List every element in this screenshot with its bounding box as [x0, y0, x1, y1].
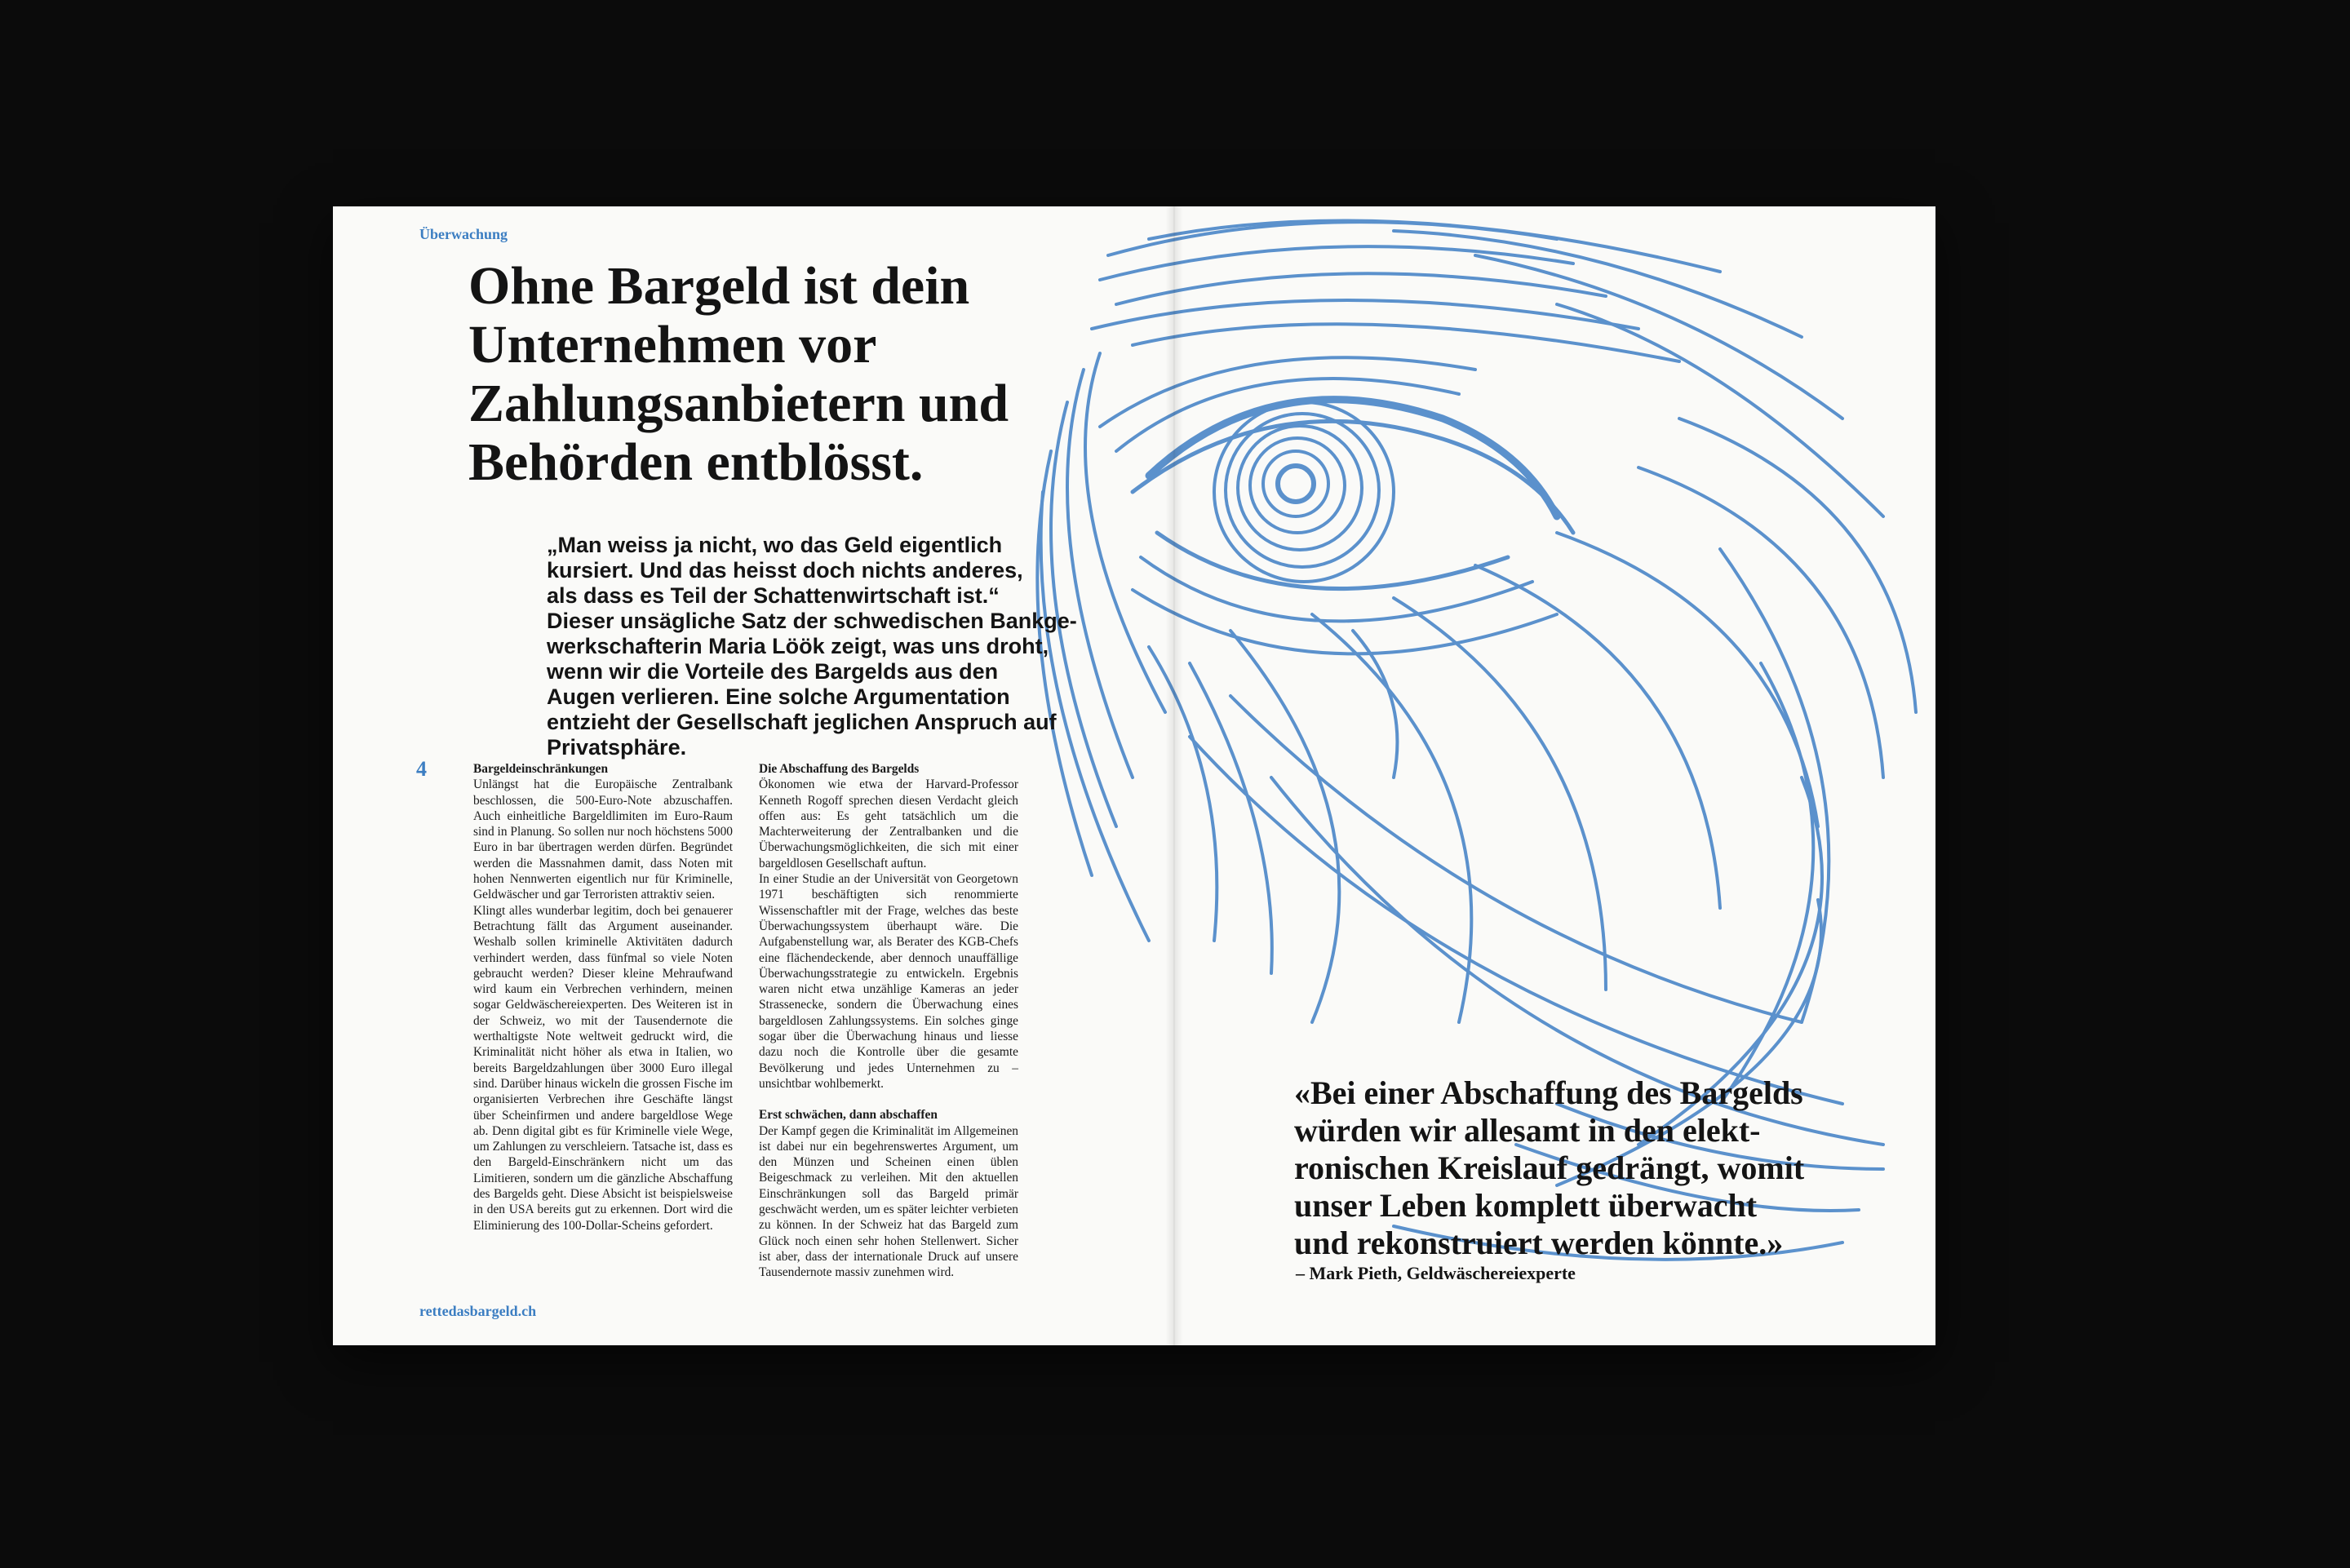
pull-quote-line: ronischen Kreislauf gedrängt, womit [1294, 1149, 1805, 1186]
intro-line: Privatsphäre. [547, 735, 687, 760]
column-heading: Erst schwächen, dann abschaffen [759, 1108, 938, 1123]
body-column-1 [473, 761, 733, 1234]
intro-line: entzieht der Gesellschaft jeglichen Anspruch auf [547, 710, 1057, 734]
intro-line: wenn wir die Vorteile des Bargelds aus den [547, 659, 999, 684]
body-column-2 [759, 761, 1018, 1281]
intro-line: kursiert. Und das heisst doch nichts anderes, [547, 558, 1023, 582]
body-paragraph: Der Kampf gegen die Kriminalität im Allgemeinen ist dabei nur ein begehrenswertes Argument, um den Münzen und Scheinen einen üblen Beigeschmack zu verleihen. Mit den aktuellen Einschränkungen soll das Bargeld primär geschwächt werden, um es später leichter verbieten zu können. In der Schweiz hat das Bargeld zum Glück noch einen sehr hohen Stellenwert. Sicher ist aber, dass der internationale Druck auf unsere Tausendernote massiv zunehmen wird. [759, 1123, 1018, 1280]
body-paragraph: In einer Studie an der Universität von Georgetown 1971 beschäftigten sich renommierte Wissenschaftler mit der Frage, welches das beste Überwachungssystem überhaupt wäre. Die Aufgabenstellung war, als Berater des KGB-Chefs eine flächendeckende, aber dennoch unauffällige Überwachungsstrategie zu entwickeln. Ergebnis waren nicht etwa unzählige Kameras an jeder Strassenecke, sondern die Überwachung eines bargeldlosen Zahlungssystems. Ein solches ginge sogar über die Überwachung hinaus und liesse dazu noch die Kontrolle über die gesamte Bevölkerung und jedes Unternehmen zu – unsichtbar wohlbemerkt. [759, 872, 1018, 1091]
footer-url: rettedasbargeld.ch [419, 1303, 537, 1319]
intro-paragraph [547, 533, 1077, 760]
spine-fold [1165, 206, 1183, 1345]
body-paragraph: Unlängst hat die Europäische Zentralbank beschlossen, die 500-Euro-Note abzuschaffen. Auch einheitliche Bargeldlimiten im Euro-Raum sind in Planung. So sollen nur noch höchstens 5000 Euro in bar übertragen werden dürfen. Begründet werden die Massnahmen damit, dass Noten mit hohen Nennwerten eigentlich nur für Kriminelle, Geldwäscher und gar Terroristen attraktiv seien. [473, 777, 733, 902]
pull-quote-line: «Bei einer Abschaffung des Bargelds [1294, 1074, 1803, 1111]
intro-line: Augen verlieren. Eine solche Argumentation [547, 684, 1010, 709]
quote-attribution: – Mark Pieth, Geldwäschereiexperte [1296, 1263, 1576, 1283]
column-heading: Die Abschaffung des Bargelds [759, 762, 920, 776]
intro-line: „Man weiss ja nicht, wo das Geld eigentlich [547, 533, 1003, 557]
body-paragraph: Ökonomen wie etwa der Harvard-Professor Kenneth Rogoff sprechen diesen Verdacht gleich offen aus: Es geht tatsächlich um die Machterweiterung der Zentralbanken und die Überwachungsmöglichkeiten, die sich mit einer bargeldlosen Gesellschaft auftun. [759, 777, 1018, 870]
magazine-spread [333, 206, 1935, 1345]
intro-line: Dieser unsägliche Satz der schwedischen Bankge- [547, 609, 1077, 633]
column-heading: Bargeldeinschränkungen [473, 762, 609, 776]
intro-line: als dass es Teil der Schattenwirtschaft ist.“ [547, 583, 1000, 608]
pull-quote-line: unser Leben komplett überwacht [1294, 1187, 1758, 1224]
page-number: 4 [416, 757, 427, 781]
section-label: Überwachung [419, 226, 508, 242]
pull-quote-line: und rekonstruiert werden könnte.» [1294, 1225, 1784, 1261]
body-paragraph: Klingt alles wunderbar legitim, doch bei genauerer Betrachtung fällt das Argument auseinander. Weshalb sollen kriminelle Aktivitäten dadurch verhindert werden, dass fünfmal so viele Noten gebraucht werden? Dieser kleine Mehraufwand wird kaum ein Verbrechen verhindern, meinen sogar Geldwäschereiexperten. Des Weiteren ist in der Schweiz, wo mit der Tausendernote die werthaltigste Note weltweit gedruckt wird, die Kriminalität nicht höher als etwa in Italien, wo bereits Bargeldzahlungen über 3000 Euro illegal sind. Darüber hinaus wickeln die grossen Fische im organisierten Verbrechen ihre Geschäfte längst über Scheinfirmen und andere bargeldlose Wege ab. Denn digital gibt es für Kriminelle viele Wege, um Zahlungen zu verschleiern. Tatsache ist, dass es den Bargeld-Einschränkern nicht um das Limitieren, sondern um die gänzliche Abschaffung des Bargelds geht. Diese Absicht ist beispielsweise in den USA bereits gut zu erkennen. Dort wird die Eliminierung des 100-Dollar-Scheins gefordert. [473, 903, 734, 1233]
headline: Ohne Bargeld ist dein Unternehmen vor Zahlungsanbietern und Behörden entblösst. [468, 256, 1009, 492]
pull-quote [1294, 1074, 1914, 1262]
intro-line: werkschafterin Maria Löök zeigt, was uns droht, [547, 634, 1049, 658]
pull-quote-line: würden wir allesamt in den elekt- [1294, 1112, 1761, 1149]
